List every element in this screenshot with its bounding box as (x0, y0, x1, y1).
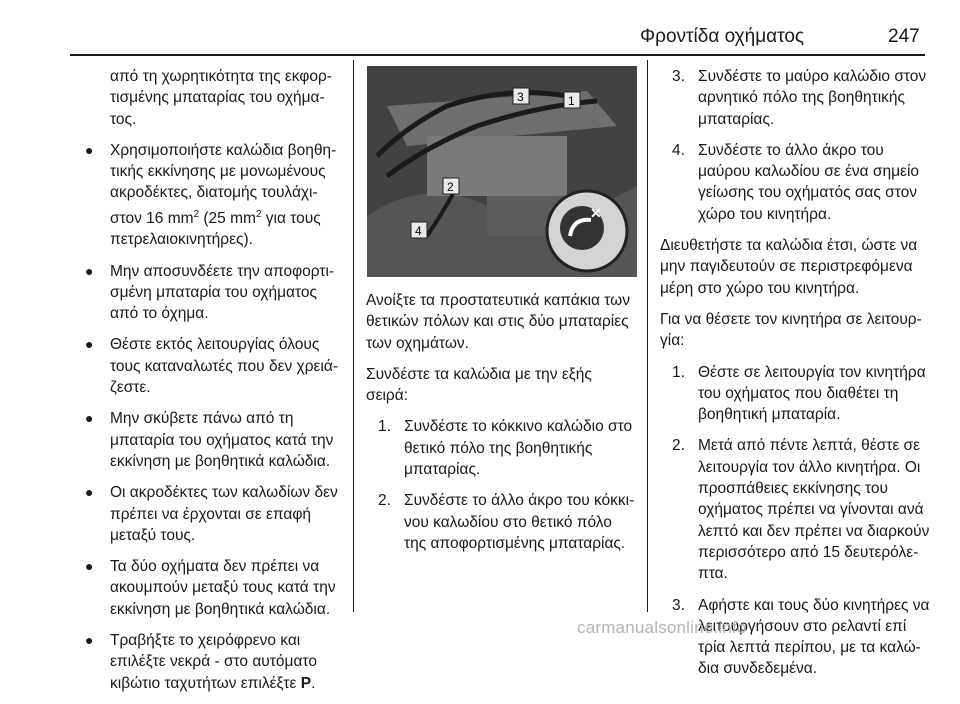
bullet-item (72, 482, 344, 546)
step-number: 2. (672, 437, 685, 455)
step-number: 1. (378, 418, 391, 436)
column-2 (366, 290, 638, 564)
page-number: 247 (888, 26, 920, 47)
bullet-text: για τους πετρελαιοκινητήρες). (110, 209, 321, 249)
bullet-item (72, 261, 344, 325)
step-number: 4. (672, 141, 685, 159)
superscript: 2 (255, 208, 262, 220)
paragraph: Ανοίξτε τα προστατευτικά καπάκια των θετικών πόλων και στις δύο μπαταρίες των οχημάτων. (366, 292, 630, 352)
step-number: 3. (672, 68, 685, 85)
paragraph: Για να θέσετε τον κινητήρα σε λειτουρ-γία: (660, 310, 922, 350)
bullet-item (72, 334, 344, 398)
step-number: 1. (672, 363, 685, 381)
callout-1: 1 (568, 94, 575, 108)
bullet-text: (25 mm (199, 209, 256, 227)
section-title: Φροντίδα οχήματος (640, 26, 805, 47)
step-text: Θέστε σε λειτουργία τον κινητήρα του οχήματος που διαθέτει τη βοηθητική μπαταρία. (698, 363, 926, 424)
numbered-step (660, 435, 932, 584)
step-text: Αφήστε και τους δύο κινητήρες να λειτουργήσουν στο ρελαντί επί τρία λεπτά περίπου, με τα καλώ-δια συνδεδεμένα. (698, 596, 930, 678)
bullet-dot-icon: ● (85, 141, 94, 158)
watermark: carmanualsonline.info (577, 618, 747, 637)
intro-paragraph: από τη χωρητικότητα της εκφορ-τισμένης μπαταρίας του οχήμα-τος. (110, 68, 332, 128)
engine-bay-illustration (367, 66, 637, 277)
bullet-item (72, 630, 344, 694)
bullet-text: Τραβήξτε το χειρόφρενο και επιλέξτε νεκρά - στο αυτόματο κιβώτιο ταχυτήτων επιλέξτε (110, 631, 317, 692)
step-text: Συνδέστε το άλλο άκρο του κόκκι-νου καλωδίου στο θετικό πόλο της αποφορτισμένης μπαταρίας. (404, 492, 635, 552)
bullet-dot-icon: ● (85, 410, 94, 427)
bullet-text: Οι ακροδέκτες των καλωδίων δεν πρέπει να έρχονται σε επαφή μεταξύ τους. (110, 484, 338, 544)
bullet-dot-icon: ● (85, 262, 94, 279)
bullet-text: Τα δύο οχήματα δεν πρέπει να ακουμπούν μεταξύ τους κατά την εκκίνηση με βοηθητικά καλώδια. (110, 558, 336, 618)
bullet-text: Μην αποσυνδέετε την αποφορτι-σμένη μπαταρία του οχήματος από το όχημα. (110, 262, 335, 323)
bullet-dot-icon: ● (85, 631, 94, 648)
numbered-step (366, 490, 638, 554)
bullet-text: . (311, 674, 316, 692)
header-rule (70, 54, 925, 56)
numbered-step (660, 362, 932, 426)
paragraph: Διευθετήστε τα καλώδια έτσι, ώστε να μην παγιδευτούν σε περιστρεφόμενα μέρη στο χώρο του κινητήρα. (660, 237, 918, 297)
numbered-step (660, 66, 932, 130)
callout-2: 2 (447, 180, 454, 194)
numbered-step (660, 140, 932, 225)
callout-3: 3 (517, 90, 524, 104)
bullet-item (72, 408, 344, 472)
jump-start-diagram (367, 66, 637, 277)
bullet-text: Χρησιμοποιήστε καλώδια βοηθη-τικής εκκίνησης με μονωμένους ακροδέκτες, διατομής τουλάχι-στον 16 mm (110, 141, 337, 227)
callout-4: 4 (415, 224, 422, 238)
bullet-dot-icon: ● (85, 336, 94, 353)
superscript: 2 (193, 208, 200, 220)
bullet-dot-icon: ● (85, 558, 94, 575)
step-text: Συνδέστε το άλλο άκρο του μαύρου καλωδίου σε ένα σημείο γείωσης του οχήματός σας στον χώρο του κινητήρα. (698, 141, 920, 223)
step-text: Συνδέστε το μαύρο καλώδιο στον αρνητικό πόλο της βοηθητικής μπαταρίας. (698, 68, 927, 128)
bullet-dot-icon: ● (85, 484, 94, 501)
bullet-text: Θέστε εκτός λειτουργίας όλους τους καταναλωτές που δεν χρειά-ζεστε. (110, 336, 338, 397)
bullet-text: Μην σκύβετε πάνω από τη μπαταρία του οχήματος κατά την εκκίνηση με βοηθητικά καλώδια. (110, 410, 334, 470)
column-3 (660, 66, 932, 690)
bullet-item (72, 140, 344, 251)
step-text: Μετά από πέντε λεπτά, θέστε σε λειτουργία τον άλλο κινητήρα. Οι προσπάθειες εκκίνησης του οχήματος πρέπει να γίνονται ανά λεπτό και δεν πρέπει να διαρκούν περισσότερο από 15 δευτερόλε-πτα. (698, 437, 930, 583)
page-header (0, 0, 960, 60)
step-number: 2. (378, 492, 391, 510)
numbered-step (366, 416, 638, 480)
paragraph: Συνδέστε τα καλώδια με την εξής σειρά: (366, 365, 592, 405)
column-1 (72, 66, 344, 704)
column-divider-left (353, 60, 354, 612)
bullet-item (72, 556, 344, 620)
svg-text:✕: ✕ (590, 205, 602, 221)
step-text: Συνδέστε το κόκκινο καλώδιο στο θετικό πόλο της βοηθητικής μπαταρίας. (404, 418, 633, 479)
column-divider-right (647, 60, 648, 612)
step-number: 3. (672, 596, 685, 614)
gear-position-label: P (300, 674, 312, 692)
